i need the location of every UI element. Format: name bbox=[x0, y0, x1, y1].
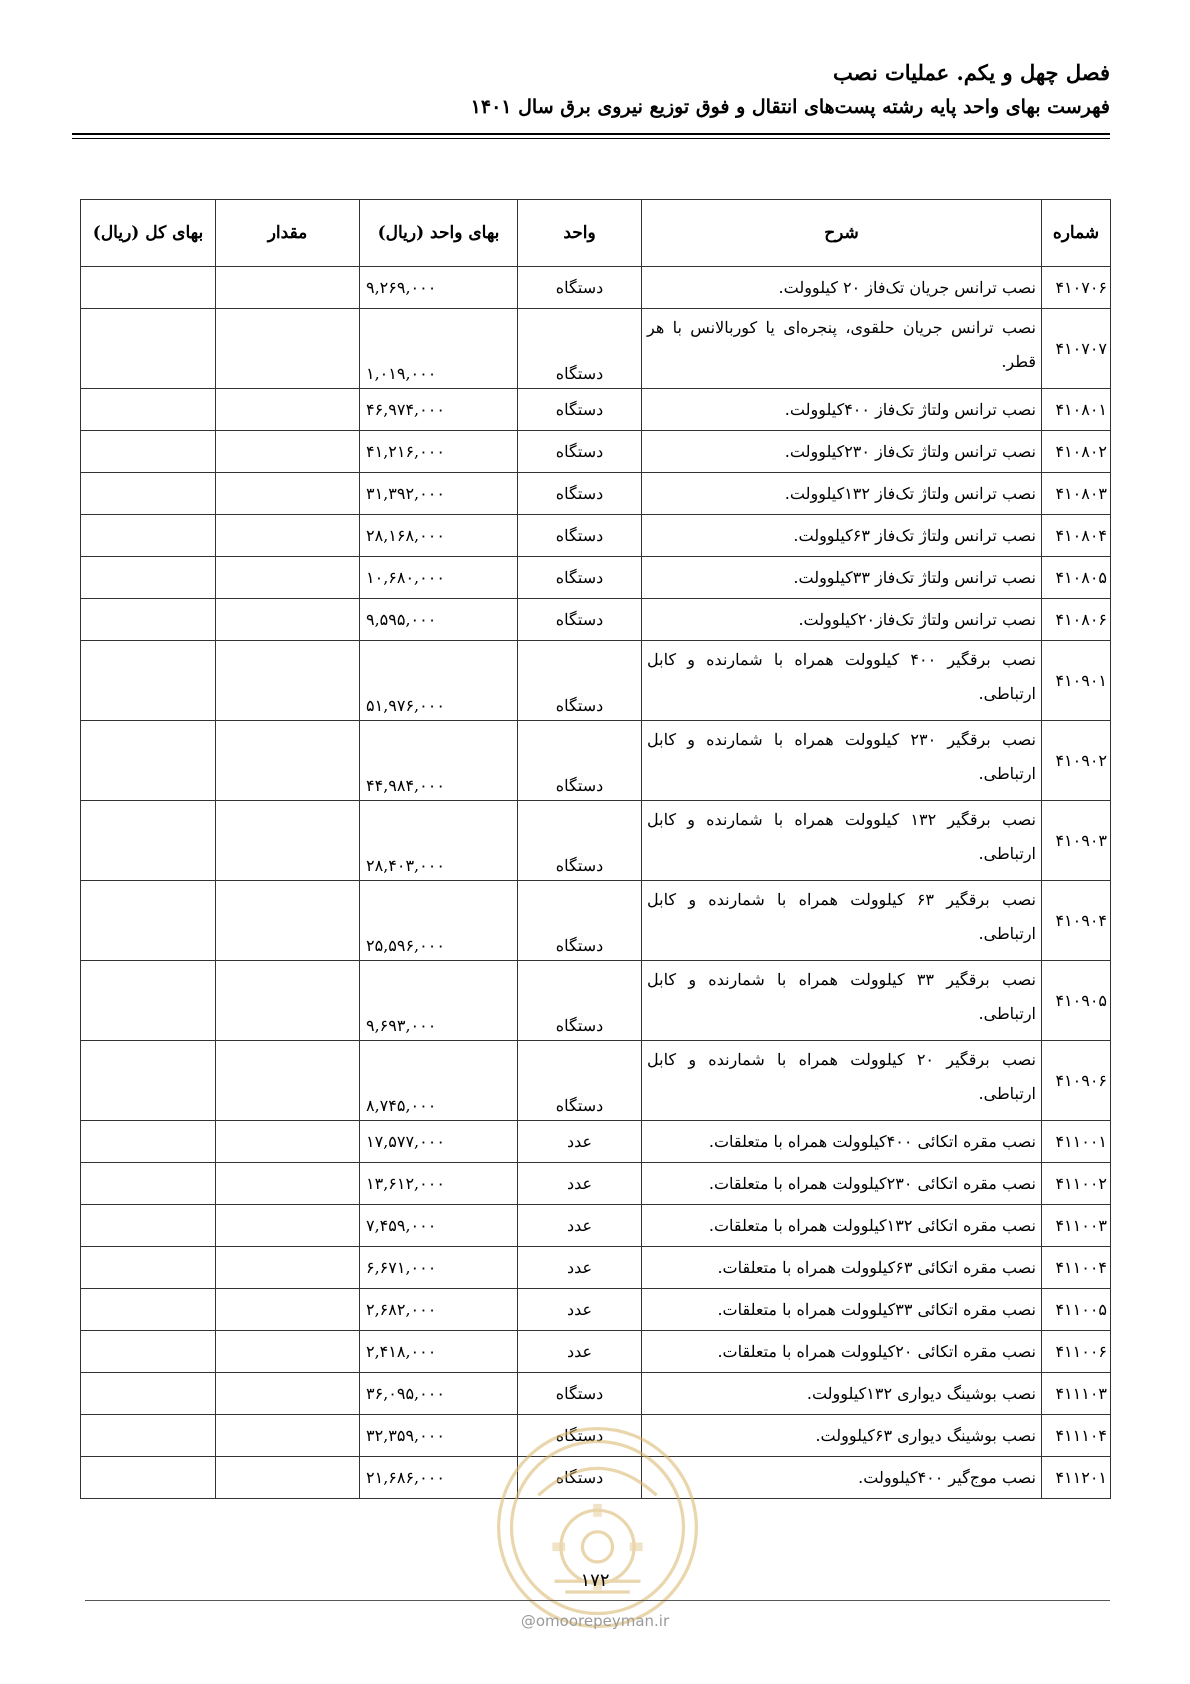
item-quantity bbox=[216, 515, 360, 557]
item-quantity bbox=[216, 267, 360, 309]
item-description: نصب ترانس ولتاژ تک‌فاز ۴۰۰کیلوولت. bbox=[642, 389, 1042, 431]
page-header bbox=[72, 58, 1110, 122]
item-unit-price: ۷,۴۵۹,۰۰۰ bbox=[360, 1205, 518, 1247]
column-header-quantity: مقدار bbox=[216, 200, 360, 267]
table-row bbox=[81, 1457, 1111, 1499]
item-unit: عدد bbox=[518, 1247, 642, 1289]
item-total-price bbox=[81, 515, 216, 557]
table-row bbox=[81, 1331, 1111, 1373]
watermark-text: @omoorepeyman.ir bbox=[520, 1612, 670, 1630]
price-list-table bbox=[80, 199, 1111, 1499]
item-quantity bbox=[216, 1121, 360, 1163]
table-row bbox=[81, 599, 1111, 641]
item-total-price bbox=[81, 1163, 216, 1205]
table-row bbox=[81, 267, 1111, 309]
item-description: نصب برقگیر ۲۳۰ کیلوولت همراه با شمارنده و کابل ارتباطی. bbox=[642, 721, 1042, 801]
table-body bbox=[81, 267, 1111, 1499]
table-row bbox=[81, 801, 1111, 881]
item-code: ۴۱۱۰۰۱ bbox=[1042, 1121, 1111, 1163]
item-unit: دستگاه bbox=[518, 309, 642, 389]
item-quantity bbox=[216, 1041, 360, 1121]
item-unit-price: ۳۲,۳۵۹,۰۰۰ bbox=[360, 1415, 518, 1457]
table-row bbox=[81, 1121, 1111, 1163]
item-code: ۴۱۱۰۰۴ bbox=[1042, 1247, 1111, 1289]
item-code: ۴۱۰۸۰۶ bbox=[1042, 599, 1111, 641]
item-description: نصب ترانس جریان حلقوی، پنجره‌ای یا کوربالانس با هر قطر. bbox=[642, 309, 1042, 389]
item-unit: دستگاه bbox=[518, 431, 642, 473]
item-code: ۴۱۰۷۰۶ bbox=[1042, 267, 1111, 309]
item-total-price bbox=[81, 961, 216, 1041]
item-description: نصب مقره اتکائی ۶۳کیلوولت همراه با متعلقات. bbox=[642, 1247, 1042, 1289]
item-total-price bbox=[81, 1373, 216, 1415]
column-header-code: شماره bbox=[1042, 200, 1111, 267]
item-description: نصب مقره اتکائی ۳۳کیلوولت همراه با متعلقات. bbox=[642, 1289, 1042, 1331]
item-quantity bbox=[216, 961, 360, 1041]
item-unit: دستگاه bbox=[518, 557, 642, 599]
item-description: نصب ترانس جریان تک‌فاز ۲۰ کیلوولت. bbox=[642, 267, 1042, 309]
item-unit-price: ۱۳,۶۱۲,۰۰۰ bbox=[360, 1163, 518, 1205]
item-code: ۴۱۰۹۰۱ bbox=[1042, 641, 1111, 721]
item-description: نصب برقگیر ۴۰۰ کیلوولت همراه با شمارنده و کابل ارتباطی. bbox=[642, 641, 1042, 721]
item-unit: دستگاه bbox=[518, 599, 642, 641]
item-quantity bbox=[216, 431, 360, 473]
item-unit-price: ۵۱,۹۷۶,۰۰۰ bbox=[360, 641, 518, 721]
table-row bbox=[81, 961, 1111, 1041]
item-total-price bbox=[81, 431, 216, 473]
item-quantity bbox=[216, 557, 360, 599]
item-description: نصب موج‌گیر ۴۰۰کیلوولت. bbox=[642, 1457, 1042, 1499]
item-code: ۴۱۰۹۰۴ bbox=[1042, 881, 1111, 961]
item-description: نصب برقگیر ۳۳ کیلوولت همراه با شمارنده و کابل ارتباطی. bbox=[642, 961, 1042, 1041]
item-code: ۴۱۱۱۰۳ bbox=[1042, 1373, 1111, 1415]
item-code: ۴۱۱۰۰۲ bbox=[1042, 1163, 1111, 1205]
item-quantity bbox=[216, 389, 360, 431]
item-total-price bbox=[81, 1331, 216, 1373]
column-header-unit-price: بهای واحد (ریال) bbox=[360, 200, 518, 267]
item-total-price bbox=[81, 267, 216, 309]
item-total-price bbox=[81, 1289, 216, 1331]
item-unit: دستگاه bbox=[518, 473, 642, 515]
header-divider bbox=[72, 133, 1110, 139]
chapter-title: فصل چهل و یکم. عملیات نصب bbox=[833, 60, 1110, 85]
item-code: ۴۱۰۹۰۵ bbox=[1042, 961, 1111, 1041]
item-unit: دستگاه bbox=[518, 1415, 642, 1457]
item-unit-price: ۹,۶۹۳,۰۰۰ bbox=[360, 961, 518, 1041]
item-description: نصب بوشینگ دیواری ۶۳کیلوولت. bbox=[642, 1415, 1042, 1457]
item-description: نصب ترانس ولتاژ تک‌فاز ۳۳کیلوولت. bbox=[642, 557, 1042, 599]
item-total-price bbox=[81, 1205, 216, 1247]
item-unit-price: ۹,۲۶۹,۰۰۰ bbox=[360, 267, 518, 309]
item-unit: دستگاه bbox=[518, 961, 642, 1041]
item-unit: دستگاه bbox=[518, 881, 642, 961]
item-quantity bbox=[216, 801, 360, 881]
item-quantity bbox=[216, 1163, 360, 1205]
item-total-price bbox=[81, 389, 216, 431]
table-row bbox=[81, 1415, 1111, 1457]
table-row bbox=[81, 641, 1111, 721]
item-description: نصب مقره اتکائی ۲۰کیلوولت همراه با متعلقات. bbox=[642, 1331, 1042, 1373]
item-quantity bbox=[216, 1247, 360, 1289]
item-unit: عدد bbox=[518, 1289, 642, 1331]
item-description: نصب مقره اتکائی ۱۳۲کیلوولت همراه با متعلقات. bbox=[642, 1205, 1042, 1247]
item-unit: دستگاه bbox=[518, 515, 642, 557]
table-row bbox=[81, 1289, 1111, 1331]
item-unit: دستگاه bbox=[518, 267, 642, 309]
item-total-price bbox=[81, 1457, 216, 1499]
item-description: نصب بوشینگ دیواری ۱۳۲کیلوولت. bbox=[642, 1373, 1042, 1415]
item-total-price bbox=[81, 721, 216, 801]
item-quantity bbox=[216, 599, 360, 641]
item-unit-price: ۴۴,۹۸۴,۰۰۰ bbox=[360, 721, 518, 801]
item-description: نصب ترانس ولتاژ تک‌فاز ۶۳کیلوولت. bbox=[642, 515, 1042, 557]
item-unit: دستگاه bbox=[518, 1041, 642, 1121]
table-row bbox=[81, 1247, 1111, 1289]
table-row bbox=[81, 389, 1111, 431]
table-row bbox=[81, 721, 1111, 801]
item-code: ۴۱۰۹۰۳ bbox=[1042, 801, 1111, 881]
item-unit: عدد bbox=[518, 1331, 642, 1373]
item-unit-price: ۶,۶۷۱,۰۰۰ bbox=[360, 1247, 518, 1289]
item-unit-price: ۲,۶۸۲,۰۰۰ bbox=[360, 1289, 518, 1331]
item-code: ۴۱۰۷۰۷ bbox=[1042, 309, 1111, 389]
item-quantity bbox=[216, 473, 360, 515]
item-quantity bbox=[216, 1457, 360, 1499]
item-unit: دستگاه bbox=[518, 641, 642, 721]
item-unit-price: ۳۱,۳۹۲,۰۰۰ bbox=[360, 473, 518, 515]
table-row bbox=[81, 309, 1111, 389]
item-total-price bbox=[81, 557, 216, 599]
item-unit: دستگاه bbox=[518, 389, 642, 431]
item-unit: دستگاه bbox=[518, 1373, 642, 1415]
item-code: ۴۱۱۰۰۳ bbox=[1042, 1205, 1111, 1247]
item-unit-price: ۲۸,۱۶۸,۰۰۰ bbox=[360, 515, 518, 557]
table-row bbox=[81, 515, 1111, 557]
item-unit-price: ۳۶,۰۹۵,۰۰۰ bbox=[360, 1373, 518, 1415]
item-code: ۴۱۰۸۰۳ bbox=[1042, 473, 1111, 515]
item-unit: عدد bbox=[518, 1163, 642, 1205]
item-total-price bbox=[81, 1247, 216, 1289]
item-code: ۴۱۰۸۰۲ bbox=[1042, 431, 1111, 473]
item-total-price bbox=[81, 309, 216, 389]
item-quantity bbox=[216, 1373, 360, 1415]
item-quantity bbox=[216, 881, 360, 961]
item-code: ۴۱۰۹۰۶ bbox=[1042, 1041, 1111, 1121]
item-total-price bbox=[81, 1121, 216, 1163]
item-code: ۴۱۰۸۰۱ bbox=[1042, 389, 1111, 431]
item-description: نصب مقره اتکائی ۴۰۰کیلوولت همراه با متعلقات. bbox=[642, 1121, 1042, 1163]
table-row bbox=[81, 1205, 1111, 1247]
table-row bbox=[81, 1163, 1111, 1205]
item-unit: عدد bbox=[518, 1205, 642, 1247]
item-unit-price: ۲۸,۴۰۳,۰۰۰ bbox=[360, 801, 518, 881]
item-description: نصب برقگیر ۶۳ کیلوولت همراه با شمارنده و کابل ارتباطی. bbox=[642, 881, 1042, 961]
item-quantity bbox=[216, 1331, 360, 1373]
item-quantity bbox=[216, 309, 360, 389]
table-row bbox=[81, 1041, 1111, 1121]
column-header-total-price: بهای کل (ریال) bbox=[81, 200, 216, 267]
item-unit: دستگاه bbox=[518, 721, 642, 801]
item-unit-price: ۲۱,۶۸۶,۰۰۰ bbox=[360, 1457, 518, 1499]
item-unit: عدد bbox=[518, 1121, 642, 1163]
table-row bbox=[81, 1373, 1111, 1415]
item-description: نصب برقگیر ۲۰ کیلوولت همراه با شمارنده و کابل ارتباطی. bbox=[642, 1041, 1042, 1121]
table-row bbox=[81, 881, 1111, 961]
item-unit-price: ۴۶,۹۷۴,۰۰۰ bbox=[360, 389, 518, 431]
item-description: نصب برقگیر ۱۳۲ کیلوولت همراه با شمارنده و کابل ارتباطی. bbox=[642, 801, 1042, 881]
footer-divider bbox=[85, 1600, 1110, 1601]
item-unit-price: ۹,۵۹۵,۰۰۰ bbox=[360, 599, 518, 641]
item-total-price bbox=[81, 641, 216, 721]
table-header-row bbox=[81, 200, 1111, 267]
item-unit: دستگاه bbox=[518, 1457, 642, 1499]
item-unit-price: ۸,۷۴۵,۰۰۰ bbox=[360, 1041, 518, 1121]
item-unit-price: ۴۱,۲۱۶,۰۰۰ bbox=[360, 431, 518, 473]
column-header-unit: واحد bbox=[518, 200, 642, 267]
item-description: نصب ترانس ولتاژ تک‌فاز ۱۳۲کیلوولت. bbox=[642, 473, 1042, 515]
item-code: ۴۱۰۹۰۲ bbox=[1042, 721, 1111, 801]
item-total-price bbox=[81, 473, 216, 515]
item-code: ۴۱۰۸۰۴ bbox=[1042, 515, 1111, 557]
item-unit-price: ۱,۰۱۹,۰۰۰ bbox=[360, 309, 518, 389]
item-unit: دستگاه bbox=[518, 801, 642, 881]
item-total-price bbox=[81, 1415, 216, 1457]
item-code: ۴۱۱۱۰۴ bbox=[1042, 1415, 1111, 1457]
item-quantity bbox=[216, 1205, 360, 1247]
item-code: ۴۱۱۰۰۵ bbox=[1042, 1289, 1111, 1331]
item-quantity bbox=[216, 721, 360, 801]
item-unit-price: ۱۷,۵۷۷,۰۰۰ bbox=[360, 1121, 518, 1163]
table-row bbox=[81, 473, 1111, 515]
item-description: نصب ترانس ولتاژ تک‌فاز ۲۳۰کیلوولت. bbox=[642, 431, 1042, 473]
item-code: ۴۱۰۸۰۵ bbox=[1042, 557, 1111, 599]
item-total-price bbox=[81, 881, 216, 961]
item-unit-price: ۲۵,۵۹۶,۰۰۰ bbox=[360, 881, 518, 961]
item-code: ۴۱۱۲۰۱ bbox=[1042, 1457, 1111, 1499]
item-total-price bbox=[81, 801, 216, 881]
item-quantity bbox=[216, 1415, 360, 1457]
item-code: ۴۱۱۰۰۶ bbox=[1042, 1331, 1111, 1373]
table-row bbox=[81, 431, 1111, 473]
table-row bbox=[81, 557, 1111, 599]
page-number: ۱۷۲ bbox=[580, 1570, 610, 1591]
column-header-description: شرح bbox=[642, 200, 1042, 267]
item-total-price bbox=[81, 599, 216, 641]
item-unit-price: ۱۰,۶۸۰,۰۰۰ bbox=[360, 557, 518, 599]
document-title: فهرست بهای واحد پایه رشته پست‌های انتقال و فوق توزیع نیروی برق سال ۱۴۰۱ bbox=[470, 96, 1110, 118]
item-description: نصب مقره اتکائی ۲۳۰کیلوولت همراه با متعلقات. bbox=[642, 1163, 1042, 1205]
item-quantity bbox=[216, 641, 360, 721]
item-quantity bbox=[216, 1289, 360, 1331]
item-description: نصب ترانس ولتاژ تک‌فاز۲۰کیلوولت. bbox=[642, 599, 1042, 641]
item-unit-price: ۲,۴۱۸,۰۰۰ bbox=[360, 1331, 518, 1373]
item-total-price bbox=[81, 1041, 216, 1121]
